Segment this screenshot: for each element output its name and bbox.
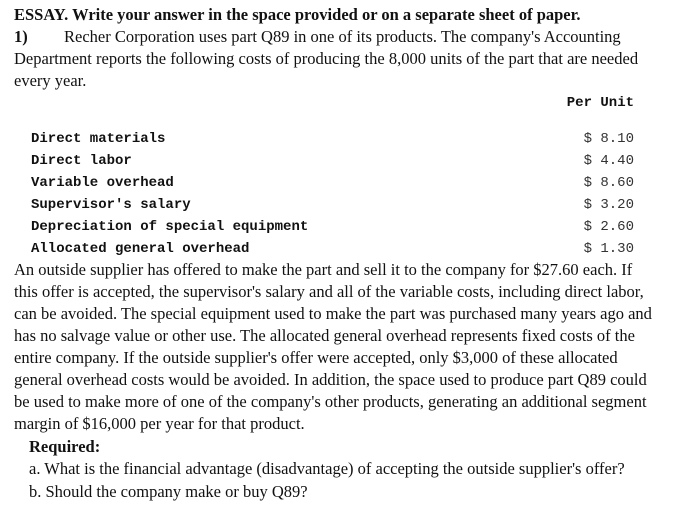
row-value: $ 8.60 xyxy=(583,175,634,191)
row-value: $ 2.60 xyxy=(583,219,634,235)
body-line: be used to make more of one of the company's other products, generating an additional segment xyxy=(14,392,647,411)
row-label: Allocated general overhead xyxy=(31,241,250,257)
body-line: entire company. If the outside supplier's offer were accepted, only $3,000 of these allocated xyxy=(14,348,618,367)
required-item-a: a. What is the financial advantage (disadvantage) of accepting the outside supplier's offer? xyxy=(29,459,625,478)
row-label: Variable overhead xyxy=(31,175,174,191)
row-label: Depreciation of special equipment xyxy=(31,219,309,235)
row-label: Supervisor's salary xyxy=(31,197,191,213)
body-line: this offer is accepted, the supervisor's salary and all of the variable costs, including direct labor, xyxy=(14,282,644,301)
row-value: $ 3.20 xyxy=(583,197,634,213)
body-line: has no salvage value or other use. The allocated general overhead represents fixed costs of the xyxy=(14,326,635,345)
table-header-per-unit: Per Unit xyxy=(566,95,634,111)
body-line: An outside supplier has offered to make the part and sell it to the company for $27.60 each. If xyxy=(14,260,633,279)
row-value: $ 4.40 xyxy=(583,153,634,169)
body-line: general overhead costs would be avoided. In addition, the space used to produce part Q89 could xyxy=(14,370,647,389)
intro-line: Department reports the following costs of producing the 8,000 units of the part that are needed xyxy=(14,49,639,68)
required-item-b: b. Should the company make or buy Q89? xyxy=(29,482,308,501)
row-label: Direct labor xyxy=(31,153,132,169)
intro-line: Recher Corporation uses part Q89 in one of its products. The company's Accounting xyxy=(64,27,621,46)
essay-heading: ESSAY. Write your answer in the space provided or on a separate sheet of paper. xyxy=(14,5,581,24)
required-label: Required: xyxy=(29,437,101,456)
row-value: $ 8.10 xyxy=(583,131,634,147)
body-line: can be avoided. The special equipment used to make the part was purchased many years ago and xyxy=(14,304,652,323)
row-label: Direct materials xyxy=(31,131,166,147)
intro-line: every year. xyxy=(14,71,87,90)
row-value: $ 1.30 xyxy=(583,241,634,257)
question-number: 1) xyxy=(14,27,28,46)
body-line: margin of $16,000 per year for that product. xyxy=(14,414,305,433)
